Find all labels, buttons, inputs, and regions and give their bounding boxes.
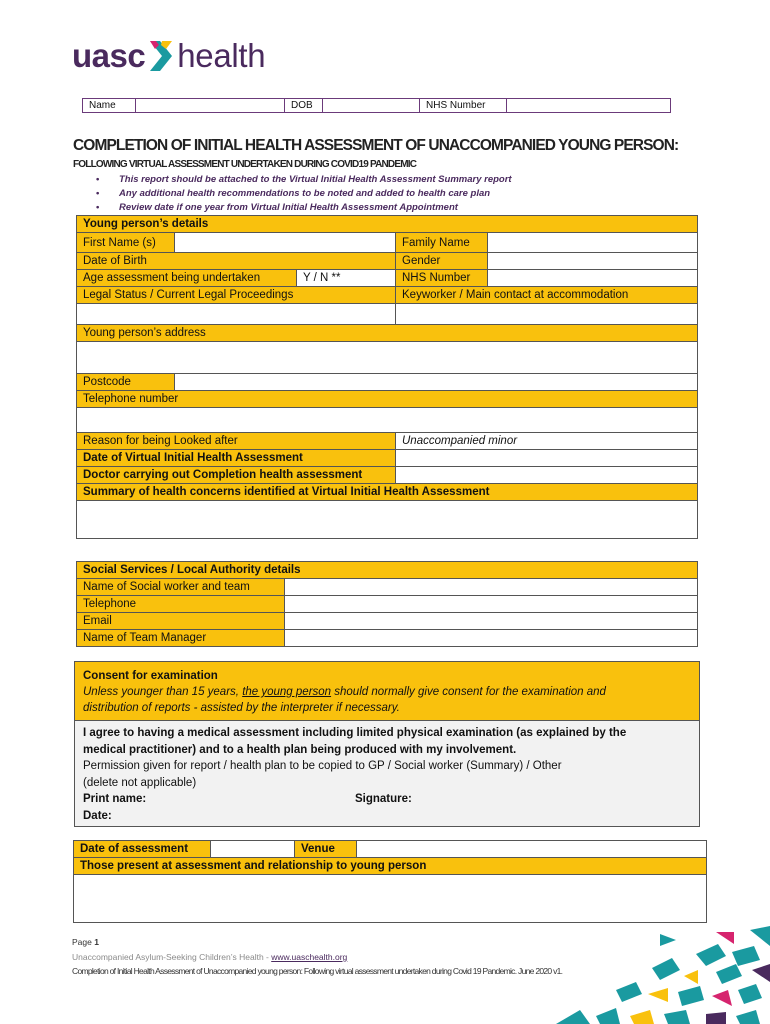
nhs-number-field[interactable]: [488, 270, 698, 287]
id-nhs-field[interactable]: [507, 99, 671, 113]
consent-text-link: the young person: [242, 686, 332, 698]
team-manager-field[interactable]: [285, 630, 698, 647]
id-name-label: Name: [83, 99, 136, 113]
consent-box: [74, 661, 700, 827]
first-name-field[interactable]: [175, 233, 396, 253]
consent-header: [75, 662, 699, 720]
address-field[interactable]: [77, 342, 698, 374]
logo-cross-icon: [147, 39, 175, 73]
page-number: [72, 937, 99, 947]
agree-line1: I agree to having a medical assessment including limited physical examination (as explained by the: [83, 727, 627, 739]
footer-org: [72, 952, 347, 962]
gender-field[interactable]: [488, 253, 698, 270]
social-telephone-field[interactable]: [285, 596, 698, 613]
date-of-assessment-label: Date of assessment: [74, 841, 211, 858]
consent-text-line2: distribution of reports - assisted by the interpreter if necessary.: [83, 702, 400, 714]
decorative-pattern: [556, 924, 770, 1024]
signature-label[interactable]: Signature:: [355, 793, 412, 805]
page-num: 1: [94, 937, 99, 947]
doctor-field[interactable]: [396, 467, 698, 484]
keyworker-label: Keyworker / Main contact at accommodation: [396, 287, 698, 304]
family-name-field[interactable]: [488, 233, 698, 253]
footer-url-link[interactable]: www.uaschealth.org: [271, 952, 348, 962]
page-label: Page: [72, 937, 95, 947]
family-name-label: Family Name: [396, 233, 488, 253]
footer-org-text: Unaccompanied Asylum-Seeking Children’s Health -: [72, 952, 272, 962]
dob-label: Date of Birth: [77, 253, 396, 270]
legal-status-label: Legal Status / Current Legal Proceedings: [77, 287, 396, 304]
present-field[interactable]: [74, 875, 707, 923]
nhs-number-label: NHS Number: [396, 270, 488, 287]
assessment-table: [73, 840, 707, 923]
doctor-label: Doctor carrying out Completion health assessment: [77, 467, 396, 484]
reason-value: Unaccompanied minor: [396, 433, 698, 450]
print-sign-row: [83, 791, 691, 808]
venue-field[interactable]: [357, 841, 707, 858]
instruction-item: • Review date if one year from Virtual Initial Health Assessment Appointment: [96, 201, 512, 215]
legal-status-field[interactable]: [77, 304, 396, 325]
keyworker-field[interactable]: [396, 304, 698, 325]
footer-doc: Completion of Initial Health Assessment of Unaccompanied young person: Following virtual assessment undertaken during Covid 19 Pandemic. June 2020 v1.: [72, 966, 563, 976]
gender-label: Gender: [396, 253, 488, 270]
section-header: Young person’s details: [77, 216, 698, 233]
address-label: Young person’s address: [77, 325, 698, 342]
postcode-label: Postcode: [77, 374, 175, 391]
page-title: COMPLETION OF INITIAL HEALTH ASSESSMENT OF UNACCOMPANIED YOUNG PERSON:: [73, 137, 679, 154]
postcode-field[interactable]: [175, 374, 698, 391]
social-header: Social Services / Local Authority details: [77, 562, 698, 579]
social-worker-label: Name of Social worker and team: [77, 579, 285, 596]
social-worker-field[interactable]: [285, 579, 698, 596]
logo-word-health: health: [177, 37, 266, 74]
team-manager-label: Name of Team Manager: [77, 630, 285, 647]
instruction-item: • Any additional health recommendations to be noted and added to health care plan: [96, 187, 512, 201]
consent-text-part: should normally give consent for the examination and: [331, 686, 606, 698]
logo-word-uasc: uasc: [72, 37, 146, 74]
uasc-health-logo: [72, 36, 265, 76]
permission-line2: (delete not applicable): [83, 776, 197, 789]
agree-line2: medical practitioner) and to a health plan being produced with my involvement.: [83, 743, 517, 756]
date-virtual-field[interactable]: [396, 450, 698, 467]
telephone-label: Telephone number: [77, 391, 698, 408]
id-name-field[interactable]: [136, 99, 285, 113]
print-name-label[interactable]: Print name:: [83, 793, 147, 805]
age-assessment-label: Age assessment being undertaken: [77, 270, 297, 287]
id-dob-field[interactable]: [323, 99, 420, 113]
summary-field[interactable]: [77, 501, 698, 539]
reason-label: Reason for being Looked after: [77, 433, 396, 450]
permission-line1: Permission given for report / health plan to be copied to GP / Social worker (Summary) / Other: [83, 760, 562, 772]
social-telephone-label: Telephone: [77, 596, 285, 613]
consent-text: [83, 684, 691, 700]
consent-body: [75, 720, 699, 826]
consent-date-label[interactable]: Date:: [83, 809, 112, 822]
date-of-assessment-field[interactable]: [211, 841, 295, 858]
telephone-field[interactable]: [77, 408, 698, 433]
id-nhs-label: NHS Number: [420, 99, 507, 113]
page-subtitle: FOLLOWING VIRTUAL ASSESSMENT UNDERTAKEN DURING COVID19 PANDEMIC: [73, 159, 417, 170]
venue-label: Venue: [295, 841, 357, 858]
instructions-list: [96, 173, 512, 215]
consent-text-part: Unless younger than 15 years,: [83, 686, 243, 698]
first-name-label: First Name (s): [77, 233, 175, 253]
summary-label: Summary of health concerns identified at Virtual Initial Health Assessment: [77, 484, 698, 501]
id-bar: [82, 98, 671, 113]
instruction-item: • This report should be attached to the Virtual Initial Health Assessment Summary report: [96, 173, 512, 187]
present-label: Those present at assessment and relationship to young person: [74, 858, 707, 875]
age-assessment-yn[interactable]: Y / N **: [297, 270, 396, 287]
id-dob-label: DOB: [285, 99, 323, 113]
young-person-details-table: [76, 215, 698, 539]
date-virtual-label: Date of Virtual Initial Health Assessment: [77, 450, 396, 467]
social-email-label: Email: [77, 613, 285, 630]
social-email-field[interactable]: [285, 613, 698, 630]
social-services-table: [76, 561, 698, 647]
consent-title: Consent for examination: [83, 670, 218, 682]
